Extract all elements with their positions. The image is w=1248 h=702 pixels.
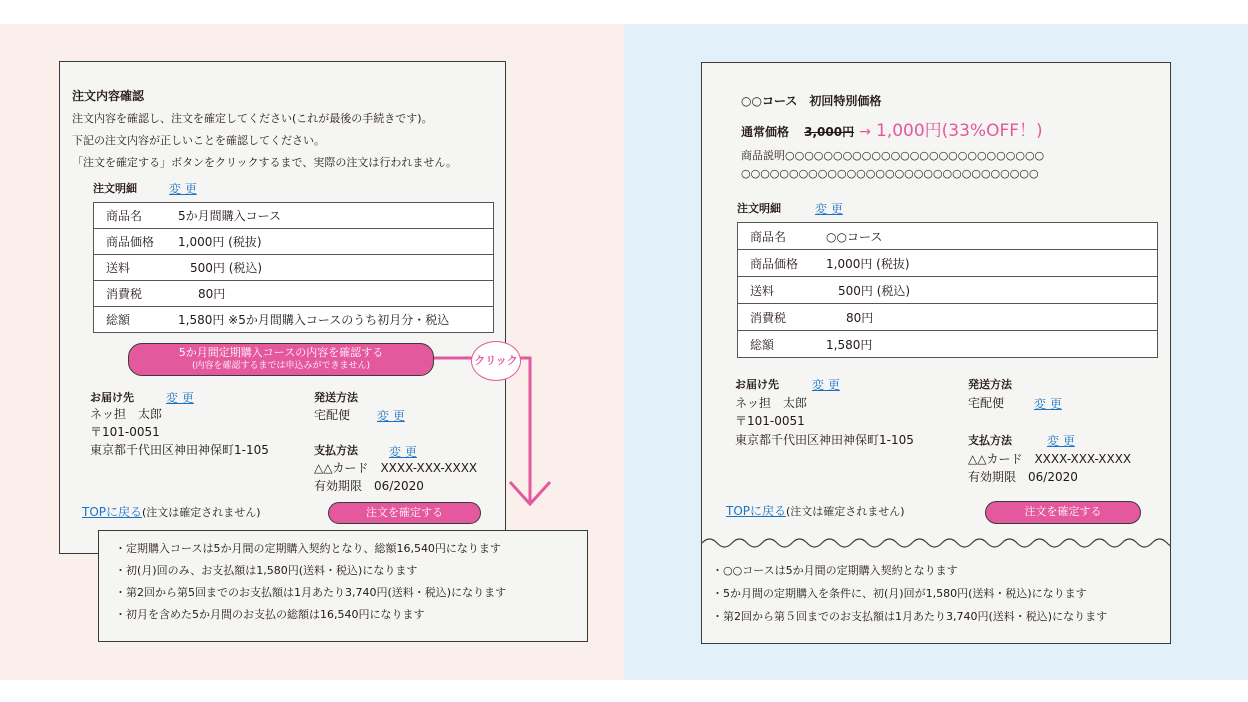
note-line: ・5か月間の定期購入を条件に、初(月)回が1,580円(送料・税込)になります <box>712 587 1087 600</box>
row-value: 80円 <box>198 287 226 301</box>
table-row <box>94 307 494 333</box>
row-value: ○○コース <box>826 229 883 244</box>
row-value: 500円 (税込) <box>190 261 263 275</box>
confirm-order-button[interactable]: 注文を確定する <box>985 501 1141 524</box>
price-arrow: → <box>859 124 871 140</box>
description-line-2: ○○○○○○○○○○○○○○○○○○○○○○○○○○○○○○○ <box>741 167 1039 180</box>
price-label: 通常価格 <box>741 125 790 139</box>
row-label: 総額 <box>106 313 131 327</box>
payment-card: △△カード XXXX-XXX-XXXX <box>968 452 1132 466</box>
delivery-name: ネッ担 太郎 <box>735 396 808 410</box>
confirm-order-button[interactable]: 注文を確定する <box>328 502 481 524</box>
table-row <box>738 277 1158 304</box>
row-value: 1,000円 (税抜) <box>826 256 910 271</box>
row-value: 1,580円 <box>826 337 873 352</box>
details-change-link[interactable]: 変 更 <box>169 182 197 196</box>
payment-heading: 支払方法 <box>314 444 358 457</box>
delivery-address: 東京都千代田区神田神保町1-105 <box>735 433 914 447</box>
note-line: ・第2回から第５回までのお支払額は1月あたり3,740円(送料・税込)になります <box>712 610 1108 623</box>
table-row <box>738 250 1158 277</box>
table-row <box>94 281 494 307</box>
order-details-table <box>737 222 1158 358</box>
table-row <box>738 223 1158 250</box>
row-label: 総額 <box>750 337 775 352</box>
right-order-screen <box>701 62 1171 644</box>
row-label: 商品名 <box>106 209 143 223</box>
delivery-address: 東京都千代田区神田神保町1-105 <box>90 443 269 457</box>
wave-divider-icon <box>702 531 1170 555</box>
top-link[interactable]: TOPに戻る <box>726 504 787 518</box>
delivery-zip: 〒101-0051 <box>735 414 805 428</box>
left-notes-box <box>98 530 588 642</box>
payment-card: △△カード XXXX-XXX-XXXX <box>314 461 478 475</box>
top-link-row <box>82 505 261 520</box>
intro-line-1: 注文内容を確認し、注文を確定してください(これが最後の手続きです)。 <box>72 112 433 125</box>
note-line: ・初月を含めた5か月間のお支払の総額は16,540円になります <box>115 608 425 621</box>
payment-heading: 支払方法 <box>968 434 1012 447</box>
details-heading: 注文明細 <box>93 182 137 195</box>
delivery-zip: 〒101-0051 <box>90 425 160 439</box>
shipping-change-link[interactable]: 変 更 <box>1034 397 1062 411</box>
click-badge: クリック <box>471 341 521 381</box>
shipping-method: 宅配便 <box>314 408 351 422</box>
table-row <box>738 304 1158 331</box>
table-row <box>94 203 494 229</box>
intro-line-3: 「注文を確定する」ボタンをクリックするまで、実際の注文は行われません。 <box>72 156 457 169</box>
row-label: 商品価格 <box>106 235 155 249</box>
payment-change-link[interactable]: 変 更 <box>1047 434 1075 448</box>
note-line: ・○○コースは5か月間の定期購入契約となります <box>712 564 958 577</box>
row-value: 1,580円 ※5か月間購入コースのうち初月分・税込 <box>178 313 450 327</box>
top-link-row <box>726 504 905 519</box>
delivery-name: ネッ担 太郎 <box>90 407 163 421</box>
row-value: 1,000円 (税抜) <box>178 235 262 249</box>
shipping-change-link[interactable]: 変 更 <box>377 409 405 423</box>
delivery-heading: お届け先 <box>90 391 134 404</box>
row-label: 消費税 <box>750 310 787 325</box>
page-title: 注文内容確認 <box>72 89 145 103</box>
price-old: 3,000円 <box>804 125 855 139</box>
row-label: 送料 <box>750 283 775 298</box>
row-value: 80円 <box>846 310 874 325</box>
top-note: (注文は確定されません) <box>786 505 905 518</box>
shipping-heading: 発送方法 <box>968 378 1012 391</box>
note-line: ・定期購入コースは5か月間の定期購入契約となり、総額16,540円になります <box>115 542 501 555</box>
shipping-method: 宅配便 <box>968 396 1005 410</box>
row-value: 500円 (税込) <box>838 283 911 298</box>
confirm-course-sublabel: (内容を確認するまでは申込みができません) <box>191 361 371 371</box>
row-label: 消費税 <box>106 287 143 301</box>
note-line: ・第2回から第5回までのお支払額は1月あたり3,740円(送料・税込)になります <box>115 586 507 599</box>
table-row <box>94 255 494 281</box>
confirm-course-label: 5か月間定期購入コースの内容を確認する <box>178 346 384 359</box>
note-line: ・初(月)回のみ、お支払額は1,580円(送料・税込)になります <box>115 564 418 577</box>
delivery-change-link[interactable]: 変 更 <box>812 378 840 392</box>
payment-change-link[interactable]: 変 更 <box>389 445 417 459</box>
course-title: ○○コース 初回特別価格 <box>741 94 882 108</box>
description-line-1: 商品説明○○○○○○○○○○○○○○○○○○○○○○○○○○○ <box>741 149 1045 162</box>
table-row <box>738 331 1158 358</box>
right-notes <box>712 559 1107 628</box>
delivery-change-link[interactable]: 変 更 <box>166 391 194 405</box>
row-value: 5か月間購入コース <box>178 209 282 223</box>
order-details-table <box>93 202 494 333</box>
shipping-heading: 発送方法 <box>314 391 358 404</box>
row-label: 商品価格 <box>750 256 799 271</box>
intro-line-2: 下記の注文内容が正しいことを確認してください。 <box>72 134 325 147</box>
confirm-course-button[interactable] <box>128 343 434 376</box>
delivery-heading: お届け先 <box>735 378 779 391</box>
payment-expiry: 有効期限 06/2020 <box>314 479 424 493</box>
row-label: 商品名 <box>750 229 787 244</box>
details-change-link[interactable]: 変 更 <box>815 202 843 216</box>
top-link[interactable]: TOPに戻る <box>82 505 143 519</box>
payment-expiry: 有効期限 06/2020 <box>968 470 1078 484</box>
row-label: 送料 <box>106 261 131 275</box>
price-line <box>741 116 1043 141</box>
table-row <box>94 229 494 255</box>
top-note: (注文は確定されません) <box>142 506 261 519</box>
price-new: 1,000円(33%OFF！) <box>876 121 1043 141</box>
details-heading: 注文明細 <box>737 202 781 215</box>
